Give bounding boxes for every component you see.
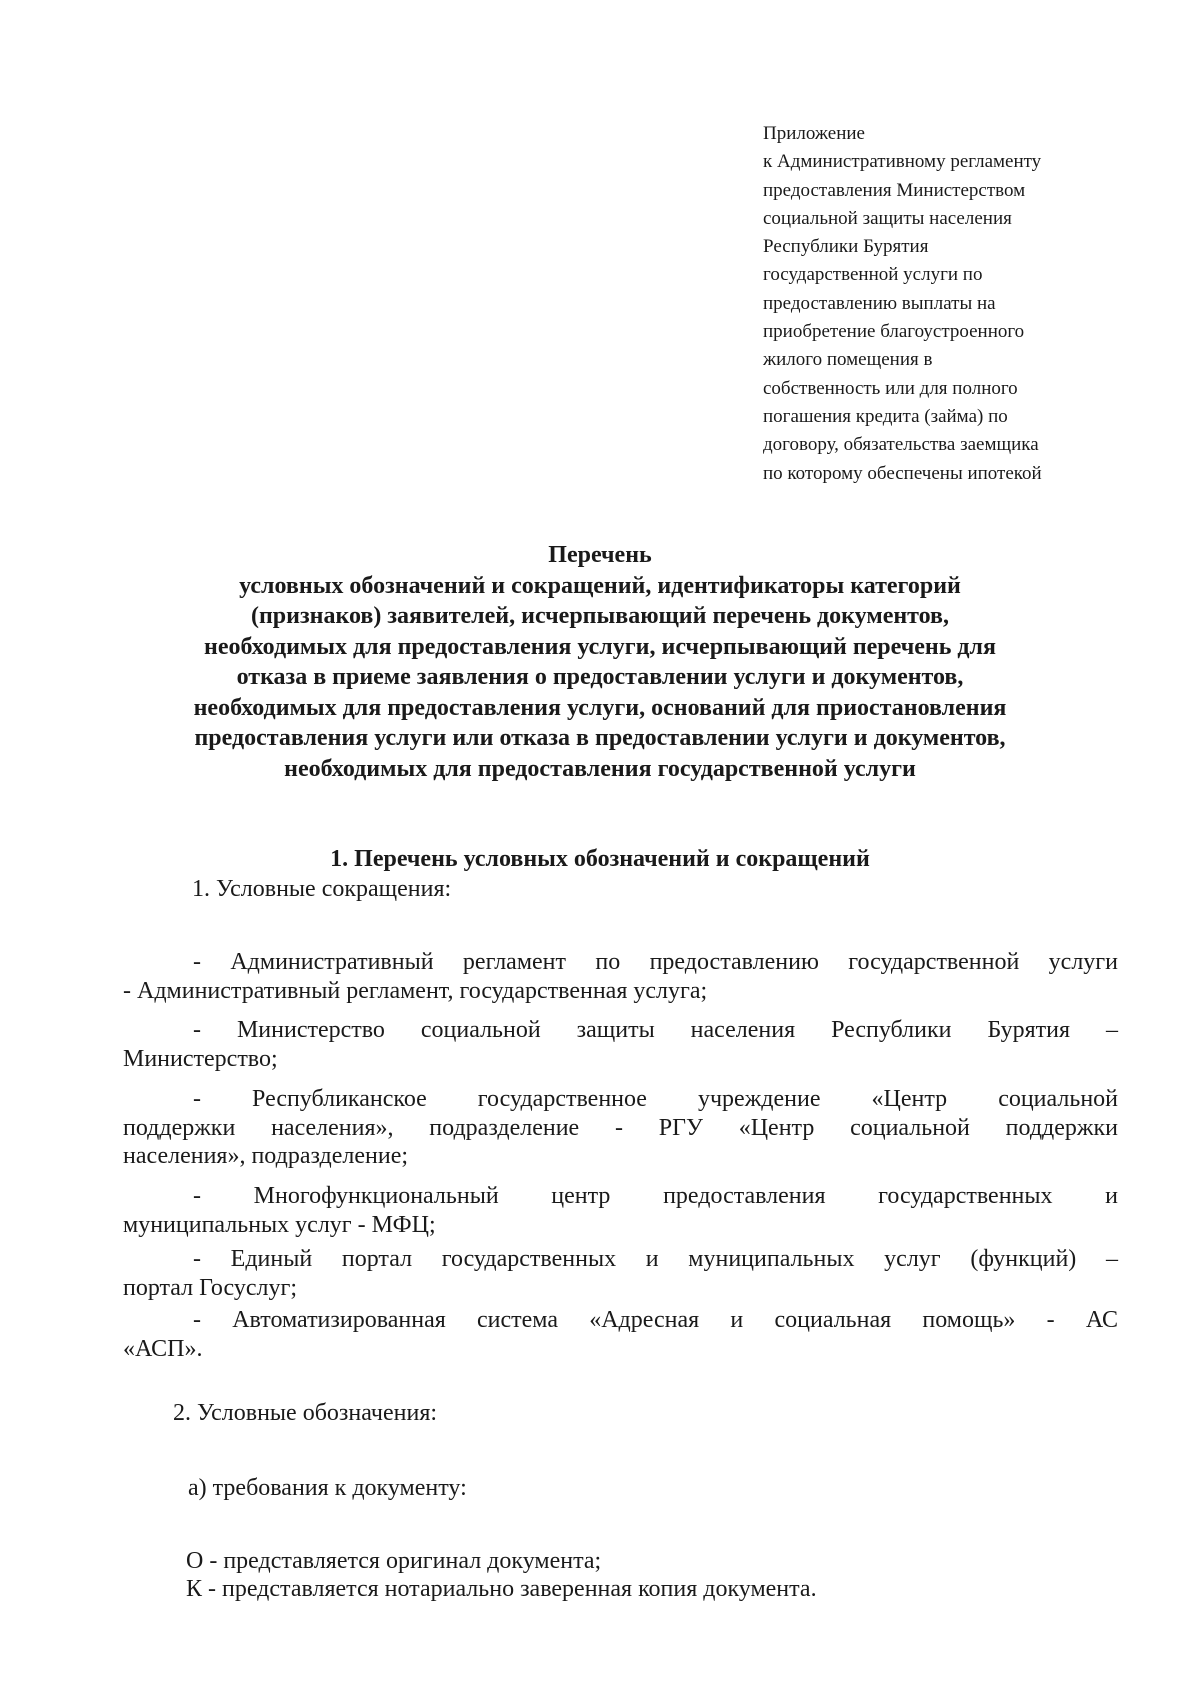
appendix-line: предоставлению выплаты на xyxy=(763,292,996,314)
title-line: условных обозначений и сокращений, идентификаторы категорий xyxy=(239,572,961,599)
abbreviation-line: поддержки населения», подразделение - РГУ «Центр социальной поддержки xyxy=(123,1114,1118,1141)
abbreviation-item xyxy=(123,1085,1118,1171)
designations-heading: 2. Условные обозначения: xyxy=(173,1400,438,1426)
title-line: необходимых для предоставления услуги, оснований для приостановления xyxy=(193,694,1007,721)
appendix-line: к Административному регламенту xyxy=(763,151,1042,173)
abbreviation-item xyxy=(123,1245,1118,1302)
appendix-line: Приложение xyxy=(763,123,865,144)
requirements-heading: а) требования к документу: xyxy=(188,1475,467,1501)
appendix-line: предоставления Министерством xyxy=(763,179,1026,201)
appendix-line: собственность или для полного xyxy=(763,377,1018,399)
legend-original: О - представляется оригинал документа; xyxy=(186,1548,602,1574)
abbreviation-line: - Многофункциональный центр предоставления государственных и xyxy=(193,1183,1118,1209)
abbreviation-line: «АСП». xyxy=(123,1335,203,1362)
abbreviation-item xyxy=(123,1016,1118,1073)
abbreviation-line: - Республиканское государственное учреждение «Центр социальной xyxy=(193,1086,1118,1112)
abbreviation-line: муниципальных услуг - МФЦ; xyxy=(123,1211,436,1238)
title-line: необходимых для предоставления услуги, исчерпывающий перечень для xyxy=(204,633,996,660)
appendix-note xyxy=(763,120,1143,488)
abbreviation-line: - Автоматизированная система «Адресная и социальная помощь» - АС xyxy=(193,1307,1118,1333)
title-line: необходимых для предоставления государственной услуги xyxy=(284,755,916,782)
appendix-line: по которому обеспечены ипотекой xyxy=(763,462,1042,484)
abbreviation-item xyxy=(123,948,1118,1005)
appendix-line: жилого помещения в xyxy=(763,349,933,371)
appendix-line: социальной защиты населения xyxy=(763,207,1012,229)
abbreviation-line: - Административный регламент, государственная услуга; xyxy=(123,977,708,1004)
appendix-line: договору, обязательства заемщика xyxy=(763,434,1039,456)
section-heading: 1. Перечень условных обозначений и сокращений xyxy=(330,846,870,872)
title-line: (признаков) заявителей, исчерпывающий перечень документов, xyxy=(250,603,950,629)
abbreviation-line: - Единый портал государственных и муниципальных услуг (функций) – xyxy=(193,1246,1118,1272)
title-line: отказа в приеме заявления о предоставлении услуги и документов, xyxy=(236,664,964,690)
appendix-line: приобретение благоустроенного xyxy=(763,321,1025,343)
abbreviation-line: - Административный регламент по предоставлению государственной услуги xyxy=(193,949,1118,975)
abbreviation-line: портал Госуслуг; xyxy=(123,1274,297,1301)
document-title xyxy=(120,540,1080,784)
abbreviation-line: Министерство; xyxy=(123,1045,278,1072)
title-line: предоставления услуги или отказа в предоставлении услуги и документов, xyxy=(194,725,1006,751)
appendix-line: Республики Бурятия xyxy=(763,236,929,258)
appendix-line: государственной услуги по xyxy=(763,264,983,286)
appendix-line: погашения кредита (займа) по xyxy=(763,405,1008,427)
legend-copy: К - представляется нотариально заверенная копия документа. xyxy=(186,1576,817,1602)
abbreviation-line: населения», подразделение; xyxy=(123,1143,409,1169)
abbreviation-item xyxy=(123,1182,1118,1239)
title-line: Перечень xyxy=(548,542,652,568)
abbreviation-line: - Министерство социальной защиты населения Республики Бурятия – xyxy=(193,1017,1118,1043)
abbreviations-heading: 1. Условные сокращения: xyxy=(192,876,452,902)
abbreviation-item xyxy=(123,1306,1118,1363)
